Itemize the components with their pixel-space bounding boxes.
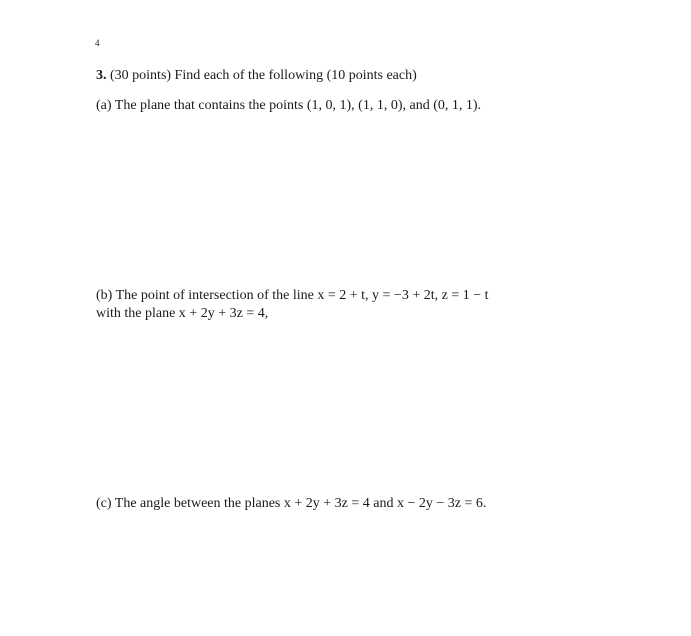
part-a-text: (a) The plane that contains the points (1, 0, 1), (1, 1, 0), and (0, 1, 1). bbox=[96, 98, 482, 113]
question-number: 3. bbox=[96, 68, 107, 83]
question-header bbox=[96, 67, 417, 84]
part-b-text-line-1: (b) The point of intersection of the line x = 2 + t, y = −3 + 2t, z = 1 − t bbox=[96, 288, 489, 303]
part-c-text: (c) The angle between the planes x + 2y + 3z = 4 and x − 2y − 3z = 6. bbox=[96, 496, 487, 511]
page-number: 4 bbox=[95, 38, 100, 48]
question-header-text: (30 points) Find each of the following (10 points each) bbox=[110, 68, 417, 83]
part-b-text-line-2: with the plane x + 2y + 3z = 4, bbox=[96, 306, 269, 321]
